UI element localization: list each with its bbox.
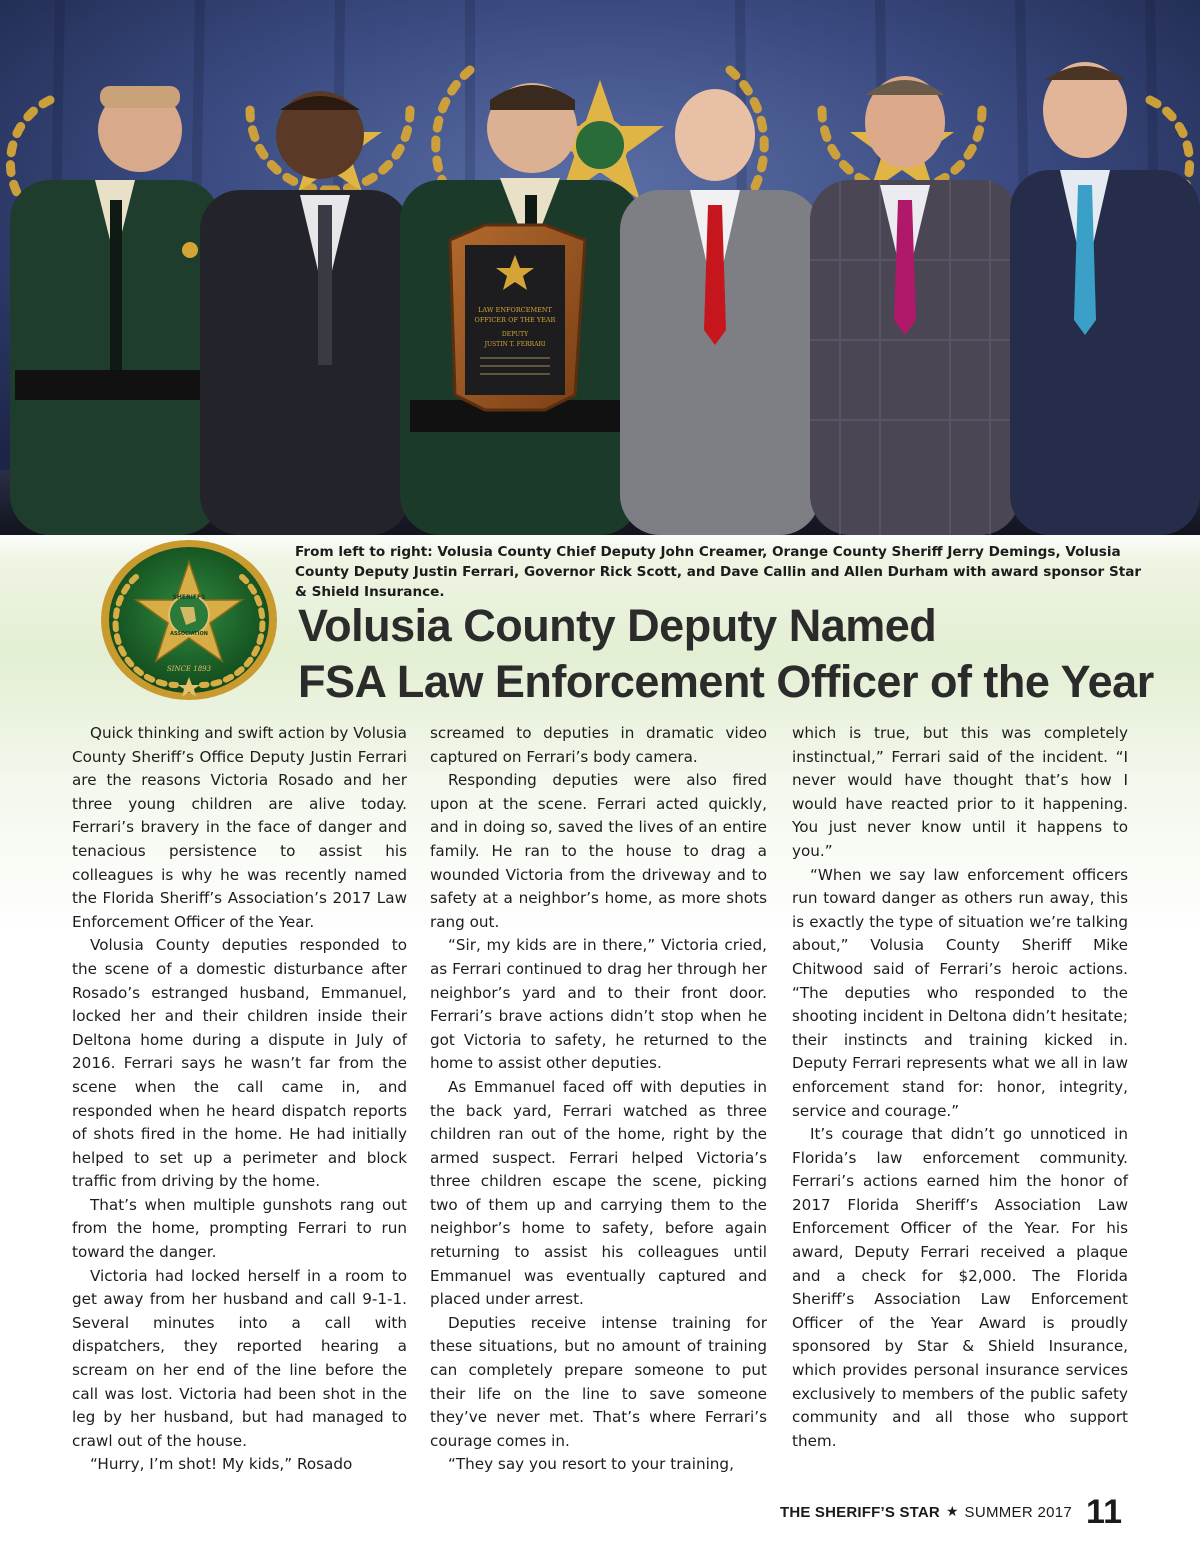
award-photo-illustration — [0, 0, 1200, 535]
photo-caption: From left to right: Volusia County Chief Deputy John Creamer, Orange County Sheriff Jerry Demings, Volusia County Deputy Justin Ferrari, Governor Rick Scott, and Dave Callin and Allen Durham with award sponsor Star & Shield Insurance. — [295, 544, 1142, 600]
fsa-badge-logo — [96, 537, 282, 703]
paragraph: “When we say law enforcement officers run toward danger as others run away, this is exactly the type of situation we’re talking about,” Volusia County Sheriff Mike Chitwood said of Ferrari’s heroic actions. “The deputies who responded to the shooting incident in Deltona didn’t hesitate; their instincts and training kicked in. Deputy Ferrari represents what we all in law enforcement stand for: honor, integrity, service and courage.” — [792, 865, 1128, 1120]
fsa-star-seal-icon — [96, 537, 282, 703]
award-plaque — [450, 225, 585, 410]
paragraph: It’s courage that didn’t go unnoticed in Florida’s law enforcement community. Ferrari’s actions earned him the honor of 2017 Florida Sheriff’s Association Law Enforcement Officer of the Year. For his award, Deputy Ferrari received a plaque and a check for $2,000. The Florida Sheriff’s Association Law Enforcement Officer of the Year Award is proudly sponsored by Star & Shield Insurance, which provides personal insurance services exclusively to members of the public safety community and all those who support them. — [792, 1125, 1128, 1450]
issue-date: SUMMER 2017 — [964, 1503, 1073, 1521]
paragraph: Quick thinking and swift action by Volusia County Sheriff’s Office Deputy Justin Ferrari are the reasons Victoria Rosado and her three young children are alive today. Ferrari’s bravery in the face of danger and tenacious persistence to assist his colleagues is why he was recently named the Florida Sheriff’s Association’s 2017 Law Enforcement Officer of the Year. — [72, 724, 407, 931]
svg-text:DEPUTY: DEPUTY — [501, 331, 529, 338]
article-headline — [298, 598, 1178, 710]
paragraph: Deputies receive intense training for these situations, but no amount of training can completely prepare someone to put their life on the line to save someone they’ve never met. That’s where Ferrari’s courage comes in. — [430, 1313, 767, 1450]
paragraph: “They say you resort to your training, — [448, 1455, 734, 1474]
paragraph: Responding deputies were also fired upon at the scene. Ferrari acted quickly, and in doing so, saved the lives of an entire family. He ran to the house to drag a wounded Victoria from the driveway and to safety at a neighbor’s home, as more shots rang out. — [430, 771, 767, 931]
svg-text:LAW ENFORCEMENT: LAW ENFORCEMENT — [478, 306, 552, 314]
page-number: 11 — [1086, 1492, 1122, 1531]
paragraph: Victoria had locked herself in a room to get away from her husband and call 9-1-1. Several minutes into a call with dispatchers, they reported hearing a scream on her end of the line before the call was lost. Victoria had been shot in the leg by her husband, but had managed to crawl out of the house. — [72, 1266, 407, 1450]
svg-text:SHERIFFS: SHERIFFS — [172, 594, 206, 601]
paragraph: As Emmanuel faced off with deputies in the back yard, Ferrari watched as three children ran out of the home, right by the armed suspect. Ferrari helped Victoria’s three children escape the scene, picking two of them up and carrying them to the neighbor’s home to safety, before again returning to assist his colleagues until Emmanuel was eventually captured and placed under arrest. — [430, 1077, 767, 1309]
article-column-1 — [72, 722, 407, 1477]
headline-line-2: FSA Law Enforcement Officer of the Year — [298, 656, 1154, 707]
paragraph-continued: screamed to deputies in dramatic video captured on Ferrari’s body camera. — [430, 724, 767, 766]
paragraph-continued: which is true, but this was completely instinctual,” Ferrari said of the incident. “I never would have thought that’s how I would have reacted prior to it happening. You just never know until it happens to you.” — [792, 724, 1128, 860]
paragraph: “Sir, my kids are in there,” Victoria cried, as Ferrari continued to drag her through her neighbor’s yard and to their front door. Ferrari’s brave actions didn’t stop when he got Victoria to safety, he returned to the home to assist other deputies. — [430, 936, 767, 1073]
award-photo — [0, 0, 1200, 535]
magazine-name: THE SHERIFF’S STAR — [779, 1503, 940, 1521]
svg-text:OFFICER OF THE YEAR: OFFICER OF THE YEAR — [474, 316, 556, 324]
headline-line-1: Volusia County Deputy Named — [298, 600, 937, 651]
paragraph: That’s when multiple gunshots rang out from the home, prompting Ferrari to run toward the danger. — [72, 1195, 407, 1262]
svg-text:ASSOCIATION: ASSOCIATION — [170, 631, 208, 637]
paragraph: Volusia County deputies responded to the scene of a domestic disturbance after Rosado’s estranged husband, Emmanuel, locked her and their children inside their Deltona home during a dispute in July of 2016. Ferrari says he wasn’t far from the scene when the call came in, and responded when he heard dispatch reports of shots fired in the home. He had initially helped to set up a perimeter and block traffic from driving by the home. — [72, 936, 407, 1191]
paragraph: “Hurry, I’m shot! My kids,” Rosado — [90, 1455, 353, 1474]
article-column-2 — [430, 722, 767, 1477]
svg-text:JUSTIN T. FERRARI: JUSTIN T. FERRARI — [484, 341, 546, 348]
star-icon: ★ — [945, 1504, 959, 1520]
svg-text:SINCE 1893: SINCE 1893 — [166, 665, 212, 673]
page-footer — [780, 1492, 1122, 1532]
article-column-3 — [792, 722, 1128, 1453]
